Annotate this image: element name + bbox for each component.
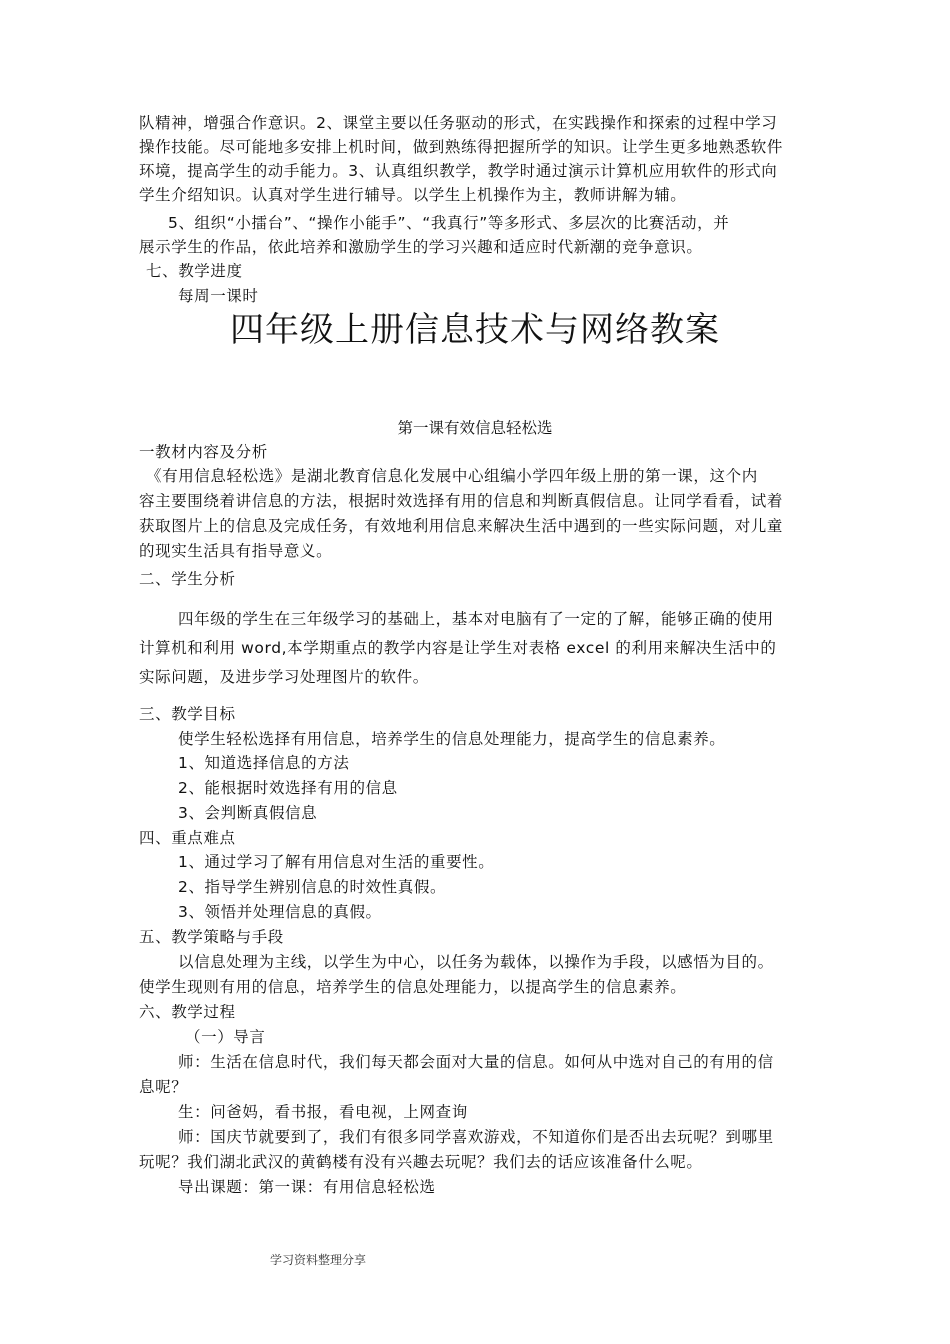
document-title: 四年级上册信息技术与网络教案 [230, 310, 720, 350]
s1-line-2: 容主要围绕着讲信息的方法，根据时效选择有用的信息和判断真假信息。让同学看看，试着 [139, 492, 784, 510]
s6-line-2: 息呢？ [139, 1078, 188, 1096]
section7-text: 每周一课时 [178, 287, 259, 305]
s6-line-4: 师：国庆节就要到了，我们有很多同学喜欢游戏，不知道你们是否出去玩呢？到哪里 [178, 1128, 774, 1146]
s3-heading: 三、教学目标 [139, 705, 236, 723]
intro-line-1: 队精神，增强合作意识。2、课堂主要以任务驱动的形式，在实践操作和探索的过程中学习 [139, 114, 778, 132]
s4-line-3: 3、领悟并处理信息的真假。 [178, 903, 382, 921]
intro-line-2: 操作技能。尽可能地多安排上机时间，做到熟练得把握所学的知识。让学生更多地熟悉软件 [139, 138, 784, 156]
s1-line-1: 《有用信息轻松选》是湖北教育信息化发展中心组编小学四年级上册的第一课，这个内 [146, 467, 758, 485]
s6-subheading: （一）导言 [185, 1028, 266, 1046]
lesson-title: 第一课有效信息轻松选 [397, 419, 553, 437]
s3-line-3: 2、能根据时效选择有用的信息 [178, 779, 398, 797]
s4-line-1: 1、通过学习了解有用信息对生活的重要性。 [178, 853, 495, 871]
s6-line-6: 导出课题：第一课：有用信息轻松选 [178, 1178, 436, 1196]
s3-line-4: 3、会判断真假信息 [178, 804, 318, 822]
s3-line-2: 1、知道选择信息的方法 [178, 754, 350, 772]
s6-line-1: 师：生活在信息时代，我们每天都会面对大量的信息。如何从中选对自己的有用的信 [178, 1053, 774, 1071]
s4-heading: 四、重点难点 [139, 829, 236, 847]
s5-line-1: 以信息处理为主线，以学生为中心，以任务为载体，以操作为手段，以感悟为目的。 [178, 953, 774, 971]
item5-line-2: 展示学生的作品，依此培养和激励学生的学习兴趣和适应时代新潮的竞争意识。 [139, 238, 703, 256]
s6-line-5: 玩呢？我们湖北武汉的黄鹤楼有没有兴趣去玩呢？我们去的话应该准备什么呢。 [139, 1153, 703, 1171]
s1-line-3: 获取图片上的信息及完成任务，有效地利用信息来解决生活中遇到的一些实际问题，对儿童 [139, 517, 784, 535]
s2-heading: 二、学生分析 [139, 570, 236, 588]
item5-line-1: 5、组织“小擂台”、“操作小能手”、“我真行”等多形式、多层次的比赛活动，并 [168, 214, 730, 232]
s6-heading: 六、教学过程 [139, 1003, 236, 1021]
section7-heading: 七、教学进度 [146, 262, 243, 280]
s1-heading: 一教材内容及分析 [139, 443, 268, 461]
s1-line-4: 的现实生活具有指导意义。 [139, 542, 333, 560]
s6-line-3: 生：问爸妈，看书报，看电视，上网查询 [178, 1103, 468, 1121]
s5-line-2: 使学生现则有用的信息，培养学生的信息处理能力，以提高学生的信息素养。 [139, 978, 687, 996]
s5-heading: 五、教学策略与手段 [139, 928, 284, 946]
s2-line-2: 计算机和利用 word,本学期重点的教学内容是让学生对表格 excel 的利用来解决生活中的 [139, 639, 777, 657]
intro-line-3: 环境，提高学生的动手能力。3、认真组织教学，教学时通过演示计算机应用软件的形式向 [139, 162, 778, 180]
s2-line-3: 实际问题，及进步学习处理图片的软件。 [139, 668, 429, 686]
intro-line-4: 学生介绍知识。认真对学生进行辅导。以学生上机操作为主，教师讲解为辅。 [139, 186, 687, 204]
s4-line-2: 2、指导学生辨别信息的时效性真假。 [178, 878, 447, 896]
s3-line-1: 使学生轻松选择有用信息，培养学生的信息处理能力，提高学生的信息素养。 [178, 730, 726, 748]
page-footer: 学习资料整理分享 [270, 1253, 367, 1267]
s2-line-1: 四年级的学生在三年级学习的基础上，基本对电脑有了一定的了解，能够正确的使用 [178, 610, 774, 628]
